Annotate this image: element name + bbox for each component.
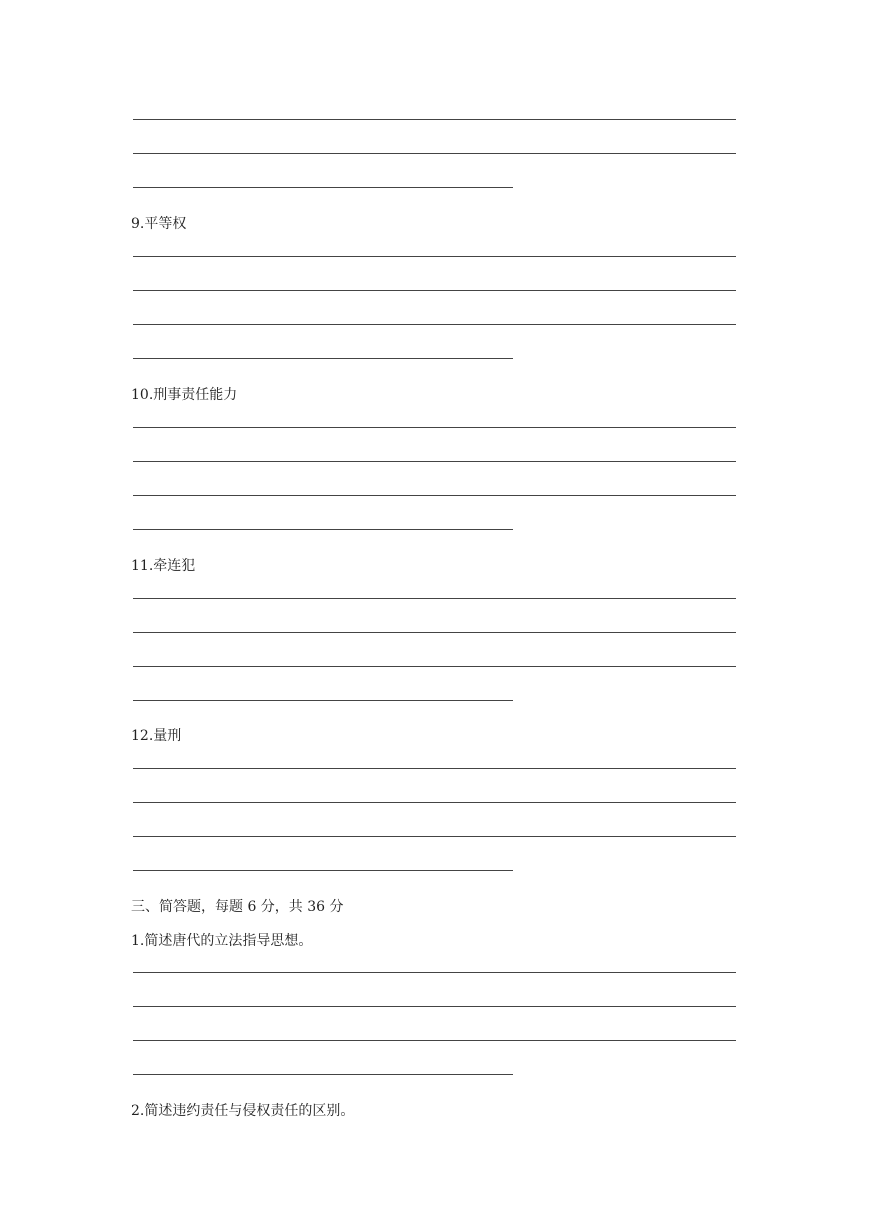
answer-line [133, 427, 736, 428]
answer-line [133, 972, 736, 973]
short-answer-1-label: 1.简述唐代的立法指导思想。 [131, 933, 313, 949]
answer-line [133, 632, 736, 633]
answer-line [133, 1074, 513, 1075]
answer-line [133, 802, 736, 803]
answer-line [133, 700, 513, 701]
answer-line [133, 666, 736, 667]
answer-line [133, 187, 513, 188]
short-answer-2-label: 2.简述违约责任与侵权责任的区别。 [131, 1103, 355, 1119]
answer-line [133, 598, 736, 599]
question-10-label: 10.刑事责任能力 [131, 387, 238, 403]
answer-line [133, 768, 736, 769]
question-12-label: 12.量刑 [131, 728, 182, 744]
answer-line [133, 290, 736, 291]
answer-line [133, 836, 736, 837]
answer-line [133, 1006, 736, 1007]
answer-line [133, 870, 513, 871]
question-11-label: 11.牵连犯 [131, 558, 196, 574]
answer-line [133, 256, 736, 257]
answer-line [133, 495, 736, 496]
question-9-label: 9.平等权 [131, 216, 187, 232]
answer-line [133, 324, 736, 325]
answer-line [133, 461, 736, 462]
answer-line [133, 119, 736, 120]
answer-line [133, 358, 513, 359]
section-3-heading: 三、简答题，每题 6 分，共 36 分 [131, 899, 344, 915]
answer-line [133, 153, 736, 154]
answer-line [133, 1040, 736, 1041]
answer-line [133, 529, 513, 530]
